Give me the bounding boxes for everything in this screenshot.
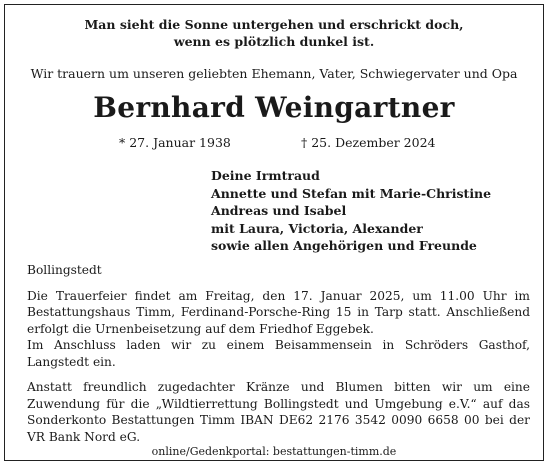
intro-quote-line-1: Man sieht die Sonne untergehen und erschrickt doch, (84, 17, 464, 32)
obituary-card (4, 4, 544, 461)
place-name: Bollingstedt (27, 263, 102, 277)
family-line: Andreas und Isabel (211, 203, 347, 218)
intro-quote-line-2: wenn es plötzlich dunkel ist. (173, 34, 375, 49)
family-line: Annette und Stefan mit Marie-Christine (211, 185, 492, 201)
family-line: mit Laura, Victoria, Alexander (211, 220, 423, 236)
funeral-paragraph: Die Trauerfeier findet am Freitag, den 17. Januar 2025, um 11.00 Uhr im Bestattungshaus Timm, Ferdinand-Porsche-Ring 15 in Tarp statt. Anschließend erfolgt die Urnenbeisetzung auf dem Friedhof Eggebek. (27, 288, 530, 336)
notice-body (27, 262, 530, 445)
intro-quote (5, 16, 543, 50)
donation-paragraph: Anstatt freundlich zugedachter Kränze und Blumen bitten wir um eine Zuwendung für die „Wildtierrettung Bollingstedt und Umgebung e.V.“ auf das Sonderkonto Bestattungen Timm IBAN DE62 2176 3542 0090 6658 00 bei der VR Bank Nord eG. (27, 380, 530, 444)
death-date: † 25. Dezember 2024 (301, 135, 436, 150)
family-line: sowie allen Angehörigen und Freunde (211, 238, 477, 253)
family-line: Deine Irmtraud (211, 168, 320, 183)
mourning-line: Wir trauern um unseren geliebten Ehemann, Vater, Schwiegervater und Opa (30, 66, 518, 81)
gathering-paragraph: Im Anschluss laden wir zu einem Beisammensein in Schröders Gasthof, Langstedt ein. (27, 338, 530, 369)
birth-date: * 27. Januar 1938 (119, 135, 231, 150)
family-list (211, 167, 491, 255)
footer-link[interactable]: online/Gedenkportal: bestattungen-timm.de (151, 445, 397, 458)
deceased-name: Bernhard Weingartner (93, 91, 455, 124)
